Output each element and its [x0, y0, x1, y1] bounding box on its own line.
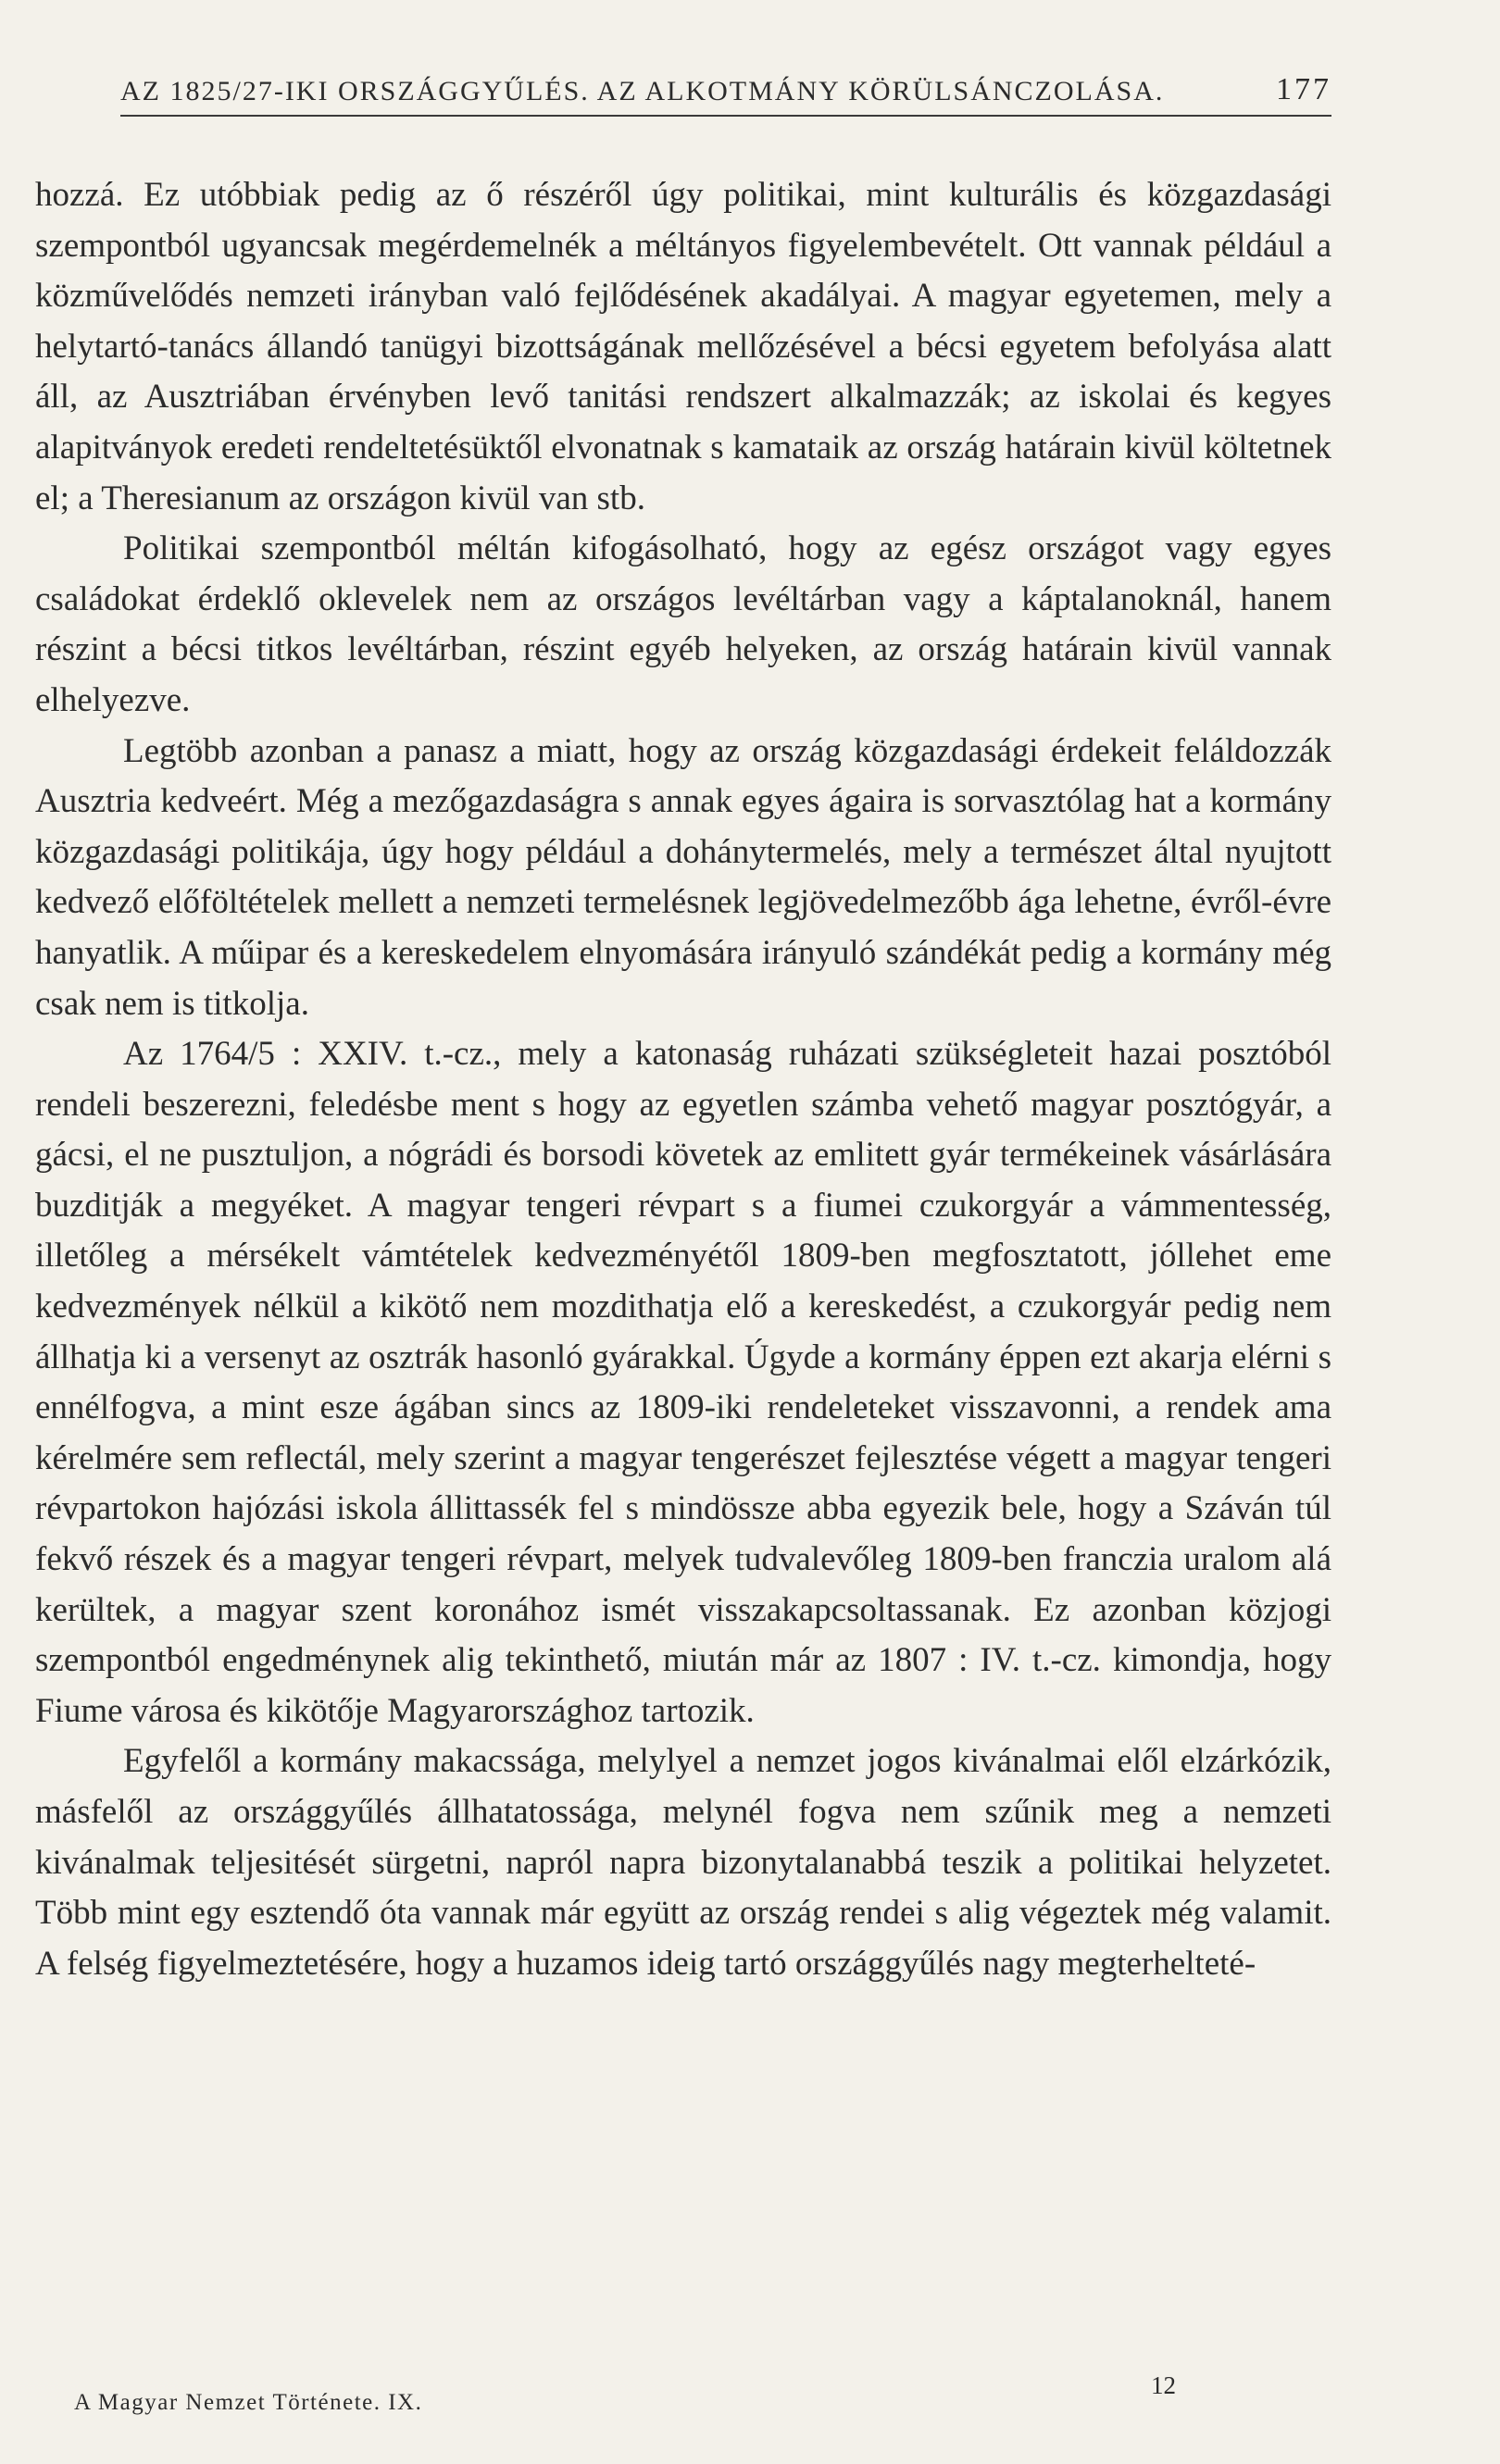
- paragraph: Politikai szempontból méltán kifogásolható, hogy az egész országot vagy egyes családokat érdeklő oklevelek nem az országos levéltárban vagy a káptalanoknál, hanem részint a bécsi titkos levéltárban, részint egyéb helyeken, az ország határain kivül vannak elhelyezve.: [35, 529, 1331, 719]
- running-head: [120, 65, 1331, 117]
- paragraph: Legtöbb azonban a panasz a miatt, hogy az ország közgazdasági érdekeit feláldozzák Ausztria kedveért. Még a mezőgazdaságra s annak egyes ágaira is sorvasztólag hat a kormány közgazdasági politikája, úgy hogy például a dohánytermelés, mely a természet által nyujtott kedvező előföltételek mellett a nemzeti termelésnek legjövedelmezőbb ága lehetne, évről-évre hanyatlik. A műipar és a kereskedelem elnyomására irányuló szándékát pedig a kormány még csak nem is titkolja.: [35, 731, 1331, 1023]
- page-footer: [74, 2371, 1176, 2416]
- signature-mark: 12: [1151, 2371, 1176, 2399]
- footer-book-title: A Magyar Nemzet Története. IX.: [74, 2390, 423, 2415]
- paragraph: Az 1764/5 : XXIV. t.-cz., mely a katonaság ruházati szükségleteit hazai posztóból rendeli beszerezni, feledésbe ment s hogy az egyetlen számba vehető magyar posztógyár, a gácsi, el ne pusztuljon, a nógrádi és borsodi követek az emlitett gyár termékeinek vásárlására buzditják a megyéket. A magyar tengeri révpart s a fiumei czukorgyár a vámmentesség, illetőleg a mérsékelt vámtételek kedvezményétől 1809-ben megfosztatott, jóllehet eme kedvezmények nélkül a kikötő nem mozdithatja elő a kereskedést, a czukorgyár pedig nem állhatja ki a versenyt az osztrák hasonló gyárakkal. Úgyde a kormány éppen ezt akarja elérni s ennélfogva, a mint esze ágában sincs az 1809-iki rendeleteket visszavonni, a rendek ama kérelmére sem reflectál, mely szerint a magyar tengerészet fejlesztése végett a magyar tengeri révpartokon hajózási iskola állittassék fel s mindössze abba egyezik bele, hogy a Száván túl fekvő részek és a magyar tengeri révpart, melyek tudvalevőleg 1809-ben franczia uralom alá kerültek, a magyar szent koronához ismét visszakapcsoltassanak. Ez azonban közjogi szempontból engedménynek alig tekinthető, miután már az 1807 : IV. t.-cz. kimondja, hogy Fiume városa és kikötője Magyarországhoz tartozik.: [35, 1035, 1331, 1730]
- body-text: [35, 170, 1331, 1989]
- paragraph: hozzá. Ez utóbbiak pedig az ő részéről úgy politikai, mint kulturális és közgazdasági szempontból ugyancsak megérdemelnék a méltányos figyelembevételt. Ott vannak például a közművelődés nemzeti irányban való fejlődésének akadályai. A magyar egyetemen, mely a helytartó-tanács állandó tanügyi bizottságának mellőzésével a bécsi egyetem befolyása alatt áll, az Ausztriában érvényben levő tanitási rendszert alkalmazzák; az iskolai és kegyes alapitványok eredeti rendeltetésüktől elvonatnak s kamataik az ország határain kivül költetnek el; a Theresianum az országon kivül van stb.: [35, 176, 1331, 517]
- paragraph: Egyfelől a kormány makacssága, melylyel a nemzet jogos kivánalmai elől elzárkózik, másfelől az országgyűlés állhatatossága, melynél fogva nem szűnik meg a nemzeti kivánalmak teljesitését sürgetni, napról napra bizonytalanabbá teszik a politikai helyzetet. Több mint egy esztendő óta vannak már együtt az ország rendei s alig végeztek még valamit. A felség figyelmeztetésére, hogy a huzamos ideig tartó országgyűlés nagy megterhelteté-: [35, 1742, 1331, 1983]
- running-title: AZ 1825/27-IKI ORSZÁGGYŰLÉS. AZ ALKOTMÁNY KÖRÜLSÁNCZOLÁSA.: [120, 76, 1165, 106]
- page-number: 177: [1276, 72, 1331, 106]
